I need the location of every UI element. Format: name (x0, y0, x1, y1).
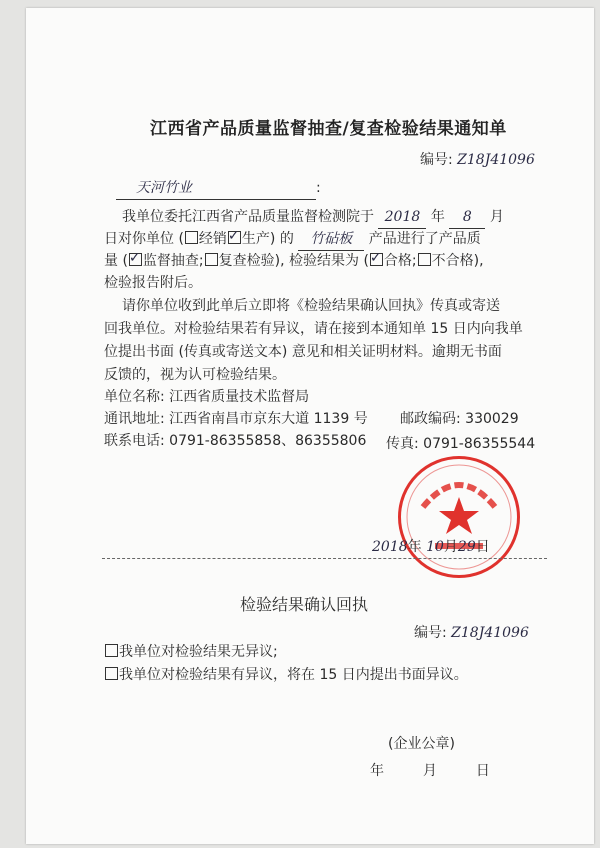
test-month: 8 (449, 206, 485, 229)
serial-number (420, 149, 535, 171)
addressee-name: 天河竹业 (116, 177, 316, 200)
unit-label: 单位名称: (104, 389, 165, 405)
option-fail-label: 不合格 (431, 253, 474, 269)
option-pass-label: 合格; (383, 253, 417, 269)
document-page (26, 8, 594, 844)
checkbox-pass (370, 253, 383, 266)
receipt-option-objection (104, 664, 468, 686)
notice-line-2 (104, 228, 481, 251)
issuer-phone (104, 430, 366, 452)
test-year: 2018 (378, 206, 426, 229)
notice-p2-line-4: 反馈的，视为认可检验结果。 (104, 367, 286, 383)
option-recheck-label: 复查检验 (218, 253, 275, 269)
option-production-label: 生产 (241, 231, 270, 247)
issuer-zip (400, 408, 519, 430)
phone-label: 联系电话: (104, 433, 165, 449)
official-seal-stamp (398, 456, 520, 578)
notice-text: 量 ( (104, 253, 128, 269)
receipt-day-unit: 日 (475, 763, 490, 779)
issuer-address (104, 408, 368, 430)
notice-text: 我单位委托江西省产品质量监督检测院于 (122, 209, 374, 225)
receipt-date (370, 760, 490, 782)
notice-line-1 (122, 206, 504, 229)
checkbox-objection (105, 667, 118, 680)
checkbox-no-objection (105, 644, 118, 657)
cut-line-divider (102, 558, 547, 559)
notice-line-3 (104, 250, 484, 272)
phone-value: 0791-86355858、86355806 (169, 433, 367, 449)
year-unit: 年 (430, 209, 445, 225)
serial-label: 编号: (420, 152, 453, 168)
issue-day-unit: 日 (475, 539, 490, 555)
month-unit: 月 (489, 209, 504, 225)
checkbox-distribution (185, 231, 198, 244)
receipt-option-no-objection (104, 641, 278, 663)
product-name: 竹砧板 (298, 228, 364, 251)
objection-label: 我单位对检验结果有异议，将在 15 日内提出书面异议。 (119, 667, 468, 683)
notice-text: 产品进行了产品质 (368, 231, 481, 247)
no-objection-label: 我单位对检验结果无异议; (119, 644, 278, 660)
serial-value: Z18J41096 (457, 152, 535, 168)
checkbox-supervision (129, 253, 142, 266)
notice-p2-line-1: 请你单位收到此单后立即将《检验结果确认回执》传真或寄送 (122, 298, 500, 314)
receipt-serial (414, 622, 529, 644)
receipt-title: 检验结果确认回执 (240, 595, 369, 614)
notice-text: ) 的 (269, 231, 294, 247)
addressee-colon: : (316, 180, 321, 196)
notice-text: ), 检验结果为 ( (274, 253, 369, 269)
issue-year: 2018 (372, 539, 408, 555)
document-title: 江西省产品质量监督抽查/复查检验结果通知单 (150, 119, 507, 139)
issue-day: 29 (457, 539, 476, 555)
notice-line-4: 检验报告附后。 (104, 275, 202, 291)
receipt-year-unit: 年 (370, 763, 384, 779)
address-label: 通讯地址: (104, 411, 165, 427)
issuer-fax (386, 433, 535, 455)
receipt-serial-value: Z18J41096 (451, 625, 529, 641)
address-value: 江西省南昌市京东大道 1139 号 (169, 411, 368, 427)
notice-text: ), (473, 253, 484, 269)
zip-value: 330029 (465, 411, 519, 427)
fax-value: 0791-86355544 (423, 436, 536, 452)
issue-date (372, 536, 490, 556)
issue-year-unit: 年 (407, 539, 422, 555)
fax-label: 传真: (386, 436, 419, 452)
issue-month-unit: 月 (443, 539, 458, 555)
receipt-serial-label: 编号: (414, 625, 447, 641)
company-seal-label: (企业公章) (388, 736, 455, 752)
option-distribution-label: 经销 (198, 231, 227, 247)
notice-text: 日对你单位 ( (104, 231, 184, 247)
option-supervision-label: 监督抽查; (142, 253, 204, 269)
checkbox-fail (418, 253, 431, 266)
issuer-unit (104, 386, 309, 408)
checkbox-recheck (205, 253, 218, 266)
notice-p2-line-2: 回我单位。对检验结果若有异议，请在接到本通知单 15 日内向我单 (104, 321, 523, 337)
zip-label: 邮政编码: (400, 411, 461, 427)
unit-value: 江西省质量技术监督局 (169, 389, 310, 405)
addressee-line (116, 177, 321, 200)
checkbox-production (228, 231, 241, 244)
receipt-month-unit: 月 (422, 763, 437, 779)
notice-p2-line-3: 位提出书面 (传真或寄送文本) 意见和相关证明材料。逾期无书面 (104, 344, 502, 360)
issue-month: 10 (426, 539, 444, 555)
